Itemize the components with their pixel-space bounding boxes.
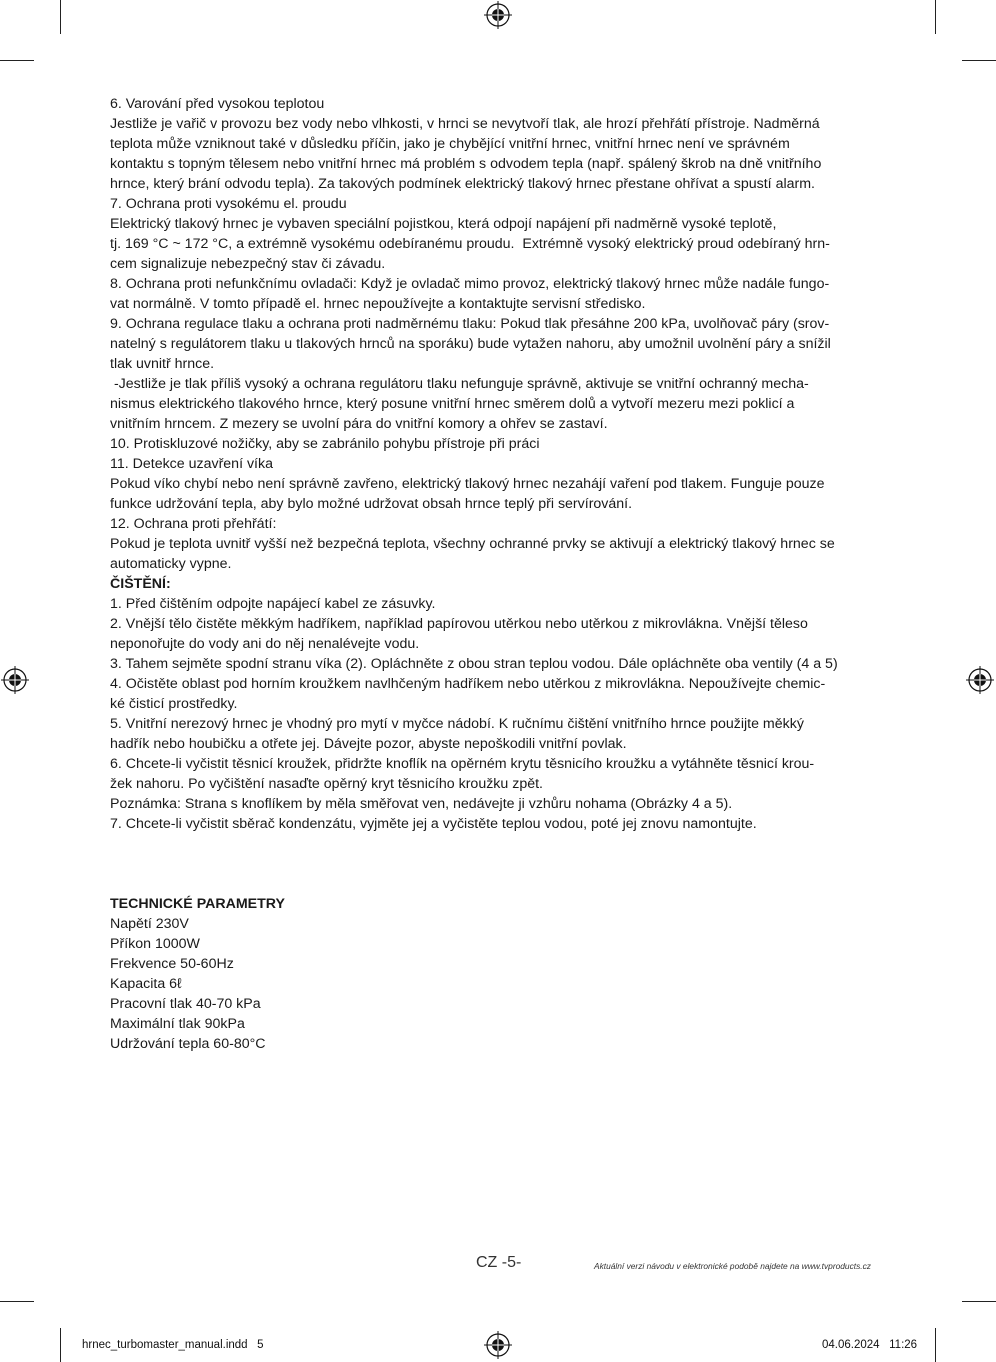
cleaning-line: 6. Chcete-li vyčistit těsnicí kroužek, přidržte knoflík na opěrném krytu těsnicího kroužku a vytáhněte těsnicí krou- <box>110 756 815 772</box>
file-slug: hrnec_turbomaster_manual.indd 5 <box>82 1339 264 1351</box>
crop-mark-top-left-h <box>0 60 34 61</box>
cleaning-line: 4. Očistěte oblast pod horním kroužkem navlhčeným hadříkem nebo utěrkou z mikrovlákna. Nepoužívejte chemic- <box>110 676 826 692</box>
body-line: Pokud je teplota uvnitř vyšší než bezpečná teplota, všechny ochranné prvky se aktivují a elektrický tlakový hrnec se <box>110 536 835 552</box>
manual-body <box>110 94 910 834</box>
body-line: 6. Varování před vysokou teplotou <box>110 96 325 112</box>
body-line: hrnce, který brání odvodu tepla). Za takových podmínek elektrický tlakový hrnec přestane ohřívat a spustí alarm. <box>110 176 815 192</box>
body-line: 7. Ochrana proti vysokému el. proudu <box>110 196 347 212</box>
cleaning-line: žek nahoru. Po vyčištění nasaďte opěrný kryt těsnicího kroužku zpět. <box>110 776 543 792</box>
cleaning-line: 5. Vnitřní nerezový hrnec je vhodný pro mytí v myčce nádobí. K ručnímu čištění vnitřního hrnce použijte měkký <box>110 716 804 732</box>
crop-mark-top-left-v <box>60 0 61 34</box>
body-line: tj. 169 °C ~ 172 °C, a extrémně vysokému odebíranému proudu. Extrémně vysoký elektrický proud odebíraný hrn- <box>110 236 830 252</box>
body-line: tlak uvnitř hrnce. <box>110 356 215 372</box>
tech-line: Napětí 230V <box>110 916 189 932</box>
body-line: 12. Ochrana proti přehřátí: <box>110 516 277 532</box>
technical-parameters <box>110 894 285 1054</box>
body-line: -Jestliže je tlak příliš vysoký a ochrana regulátoru tlaku nefunguje správně, aktivuje se vnitřní ochranný mecha- <box>110 376 809 392</box>
tech-line: Kapacita 6ℓ <box>110 976 182 992</box>
body-line: vnitřním hrncem. Z mezery se uvolní pára do vnitřní komory a ohřev se zastaví. <box>110 416 608 432</box>
body-line: automaticky vypne. <box>110 556 232 572</box>
cleaning-line: 2. Vnější tělo čistěte měkkým hadříkem, například papírovou utěrkou nebo utěrkou z mikrovlákna. Vnější těleso <box>110 616 808 632</box>
tech-line: Příkon 1000W <box>110 936 200 952</box>
cleaning-line: Poznámka: Strana s knoflíkem by měla směřovat ven, nedávejte ji vzhůru nohama (Obrázky 4 a 5). <box>110 796 733 812</box>
body-line: 10. Protiskluzové nožičky, aby se zabránilo pohybu přístroje při práci <box>110 436 540 452</box>
body-line: Elektrický tlakový hrnec je vybaven speciální pojistkou, která odpojí napájení při nadměrně vysoké teplotě, <box>110 216 777 232</box>
registration-mark-top-icon <box>484 1 512 29</box>
body-text <box>110 94 910 574</box>
registration-mark-right-icon <box>966 666 994 694</box>
cleaning-heading: ČIŠTĚNÍ: <box>110 576 171 592</box>
body-line: kontaktu s topným tělesem nebo vnitřní hrnec má problém s odvodem tepla (např. spálený škrob na dně vnitřního <box>110 156 822 172</box>
body-line: Pokud víko chybí nebo není správně zavřeno, elektrický tlakový hrnec nezahájí vaření pod tlakem. Funguje pouze <box>110 476 825 492</box>
crop-mark-top-right-v <box>935 0 936 34</box>
cleaning-line: ké čisticí prostředky. <box>110 696 238 712</box>
registration-mark-left-icon <box>1 666 29 694</box>
cleaning-steps <box>110 594 910 834</box>
tech-line: Udržování tepla 60-80°C <box>110 1036 266 1052</box>
tech-heading: TECHNICKÉ PARAMETRY <box>110 896 285 912</box>
cleaning-line: 7. Chcete-li vyčistit sběrač kondenzátu, vyjměte jej a vyčistěte teplou vodou, poté jej znovu namontujte. <box>110 816 757 832</box>
tech-line: Frekvence 50-60Hz <box>110 956 234 972</box>
body-line: 9. Ochrana regulace tlaku a ochrana proti nadměrnému tlaku: Pokud tlak přesáhne 200 kPa, uvolňovač páry (srov- <box>110 316 830 332</box>
body-line: vat normálně. V tomto případě el. hrnec nepoužívejte a kontaktujte servisní středisko. <box>110 296 646 312</box>
body-line: funkce udržování tepla, aby bylo možné udržovat obsah hrnce teplý při servírování. <box>110 496 633 512</box>
crop-mark-bottom-right-h <box>962 1301 996 1302</box>
tech-line: Maximální tlak 90kPa <box>110 1016 245 1032</box>
cleaning-line: 3. Tahem sejměte spodní stranu víka (2). Opláchněte z obou stran teplou vodou. Dále opláchněte oba ventily (4 a 5) <box>110 656 838 672</box>
body-line: teplota může vzniknout také v důsledku příčin, jako je chybějící vnitřní hrnec, vnitřní hrnec není ve správném <box>110 136 790 152</box>
registration-mark-bottom-icon <box>484 1331 512 1359</box>
body-line: natelný s regulátorem tlaku u tlakových hrnců na sporáku) bude vytažen nahoru, aby umožnil uvolnění páry a snížil <box>110 336 831 352</box>
body-line: cem signalizuje nebezpečný stav či závadu. <box>110 256 386 272</box>
body-line: 11. Detekce uzavření víka <box>110 456 273 472</box>
crop-mark-bottom-right-v <box>935 1328 936 1362</box>
page-number: CZ -5- <box>476 1254 522 1271</box>
footer-note: Aktuální verzi návodu v elektronické podobě najdete na www.tvproducts.cz <box>594 1261 871 1271</box>
body-line: nismus elektrického tlakového hrnce, který posune vnitřní hrnec směrem dolů a vytvoří mezeru mezi poklicí a <box>110 396 795 412</box>
cleaning-line: 1. Před čištěním odpojte napájecí kabel ze zásuvky. <box>110 596 436 612</box>
crop-mark-top-right-h <box>962 60 996 61</box>
body-line: Jestliže je vařič v provozu bez vody nebo vlhkosti, v hrnci se nevytvoří tlak, ale hrozí přehřátí přístroje. Nadměrná <box>110 116 820 132</box>
crop-mark-bottom-left-v <box>60 1328 61 1362</box>
cleaning-line: hadřík nebo houbičku a otřete jej. Dávejte pozor, abyste nepoškodili vnitřní povlak. <box>110 736 627 752</box>
cleaning-line: neponořujte do vody ani do něj nenalévejte vodu. <box>110 636 420 652</box>
body-line: 8. Ochrana proti nefunkčnímu ovladači: Když je ovladač mimo provoz, elektrický tlakový hrnec může nadále fungo- <box>110 276 830 292</box>
tech-line: Pracovní tlak 40-70 kPa <box>110 996 261 1012</box>
date-slug: 04.06.2024 11:26 <box>822 1339 918 1351</box>
crop-mark-bottom-left-h <box>0 1301 34 1302</box>
